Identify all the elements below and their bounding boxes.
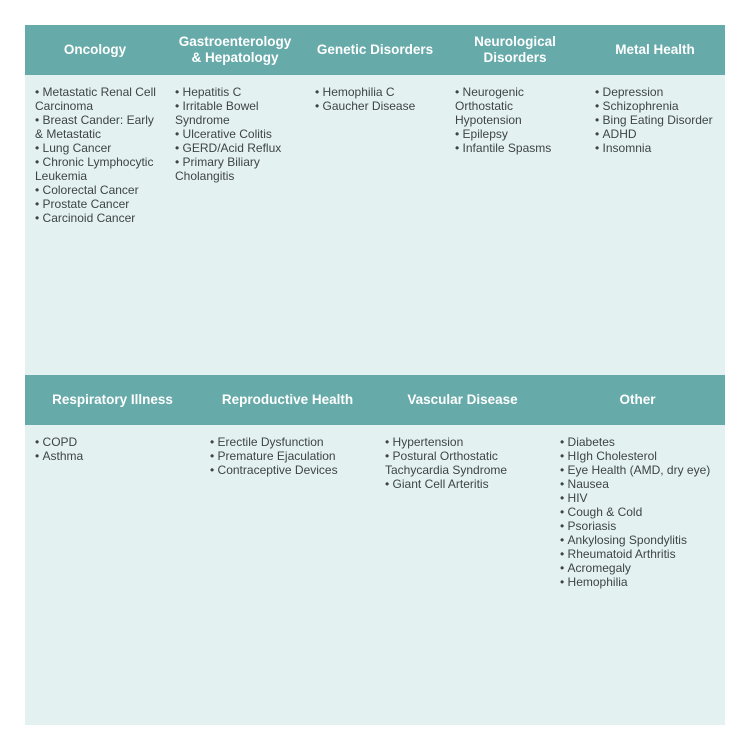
condition-item: • Nausea [560, 477, 719, 491]
condition-item: • Psoriasis [560, 519, 719, 533]
top-panel [25, 25, 725, 375]
condition-item: • Contraceptive Devices [210, 463, 369, 477]
condition-item: • Epilepsy [455, 127, 579, 141]
condition-item: • Irritable Bowel Syndrome [175, 99, 299, 127]
column-title: Gastroenterology & Hepatology [178, 34, 292, 65]
condition-item: • Infantile Spasms [455, 141, 579, 155]
condition-item: • Acromegaly [560, 561, 719, 575]
condition-item: • Insomnia [595, 141, 719, 155]
column-title: Reproductive Health [221, 392, 354, 407]
condition-item: • Lung Cancer [35, 141, 159, 155]
condition-item: • Primary Biliary Cholangitis [175, 155, 299, 183]
column-title: Respiratory Illness [52, 392, 173, 407]
column-reproductive-health [200, 375, 375, 725]
condition-item: • Schizophrenia [595, 99, 719, 113]
condition-item: • Carcinoid Cancer [35, 211, 159, 225]
condition-list [305, 75, 445, 113]
condition-item: • Gaucher Disease [315, 99, 439, 113]
condition-item: • Ankylosing Spondylitis [560, 533, 719, 547]
column-vascular-disease [375, 375, 550, 725]
condition-item: • Chronic Lymphocytic Leukemia [35, 155, 159, 183]
condition-item: • Hemophilia C [315, 85, 439, 99]
condition-item: • Hypertension [385, 435, 544, 449]
condition-item: • Bing Eating Disorder [595, 113, 719, 127]
condition-item: • GERD/Acid Reflux [175, 141, 299, 155]
condition-item: • Prostate Cancer [35, 197, 159, 211]
condition-item: • Asthma [35, 449, 194, 463]
column-respiratory-illness [25, 375, 200, 725]
condition-item: • COPD [35, 435, 194, 449]
column-neurological-disorders [445, 25, 585, 375]
condition-item: • Colorectal Cancer [35, 183, 159, 197]
bottom-panel [25, 375, 725, 725]
condition-item: • Neurogenic Orthostatic Hypotension [455, 85, 579, 127]
condition-item: • HIV [560, 491, 719, 505]
therapeutic-areas-board [25, 25, 725, 725]
column-other [550, 375, 725, 725]
condition-item: • Premature Ejaculation [210, 449, 369, 463]
condition-list [25, 75, 165, 225]
column-title: Neurological Disorders [474, 34, 556, 65]
condition-list [375, 425, 550, 491]
column-mental-health [585, 25, 725, 375]
condition-item: • Ulcerative Colitis [175, 127, 299, 141]
condition-item: • Cough & Cold [560, 505, 719, 519]
condition-item: • Erectile Dysfunction [210, 435, 369, 449]
column-title: Vascular Disease [407, 392, 518, 407]
column-title: Oncology [63, 42, 127, 57]
column-title: Genetic Disorders [316, 42, 434, 57]
condition-list [200, 425, 375, 477]
column-oncology [25, 25, 165, 375]
condition-item: • Postural Orthostatic Tachycardia Syndrome [385, 449, 544, 477]
condition-item: • Depression [595, 85, 719, 99]
condition-item: • Hepatitis C [175, 85, 299, 99]
condition-list [25, 425, 200, 463]
condition-list [165, 75, 305, 183]
column-title: Other [619, 392, 656, 407]
condition-item: • Giant Cell Arteritis [385, 477, 544, 491]
condition-list [585, 75, 725, 155]
condition-item: • Breast Cander: Early & Metastatic [35, 113, 159, 141]
condition-item: • Diabetes [560, 435, 719, 449]
column-genetic-disorders [305, 25, 445, 375]
column-gastroenterology-hepatology [165, 25, 305, 375]
condition-item: • Metastatic Renal Cell Carcinoma [35, 85, 159, 113]
condition-item: • HIgh Cholesterol [560, 449, 719, 463]
condition-list [445, 75, 585, 155]
column-title: Metal Health [615, 42, 695, 57]
condition-item: • Hemophilia [560, 575, 719, 589]
condition-item: • Rheumatoid Arthritis [560, 547, 719, 561]
condition-item: • Eye Health (AMD, dry eye) [560, 463, 719, 477]
condition-item: • ADHD [595, 127, 719, 141]
condition-list [550, 425, 725, 589]
